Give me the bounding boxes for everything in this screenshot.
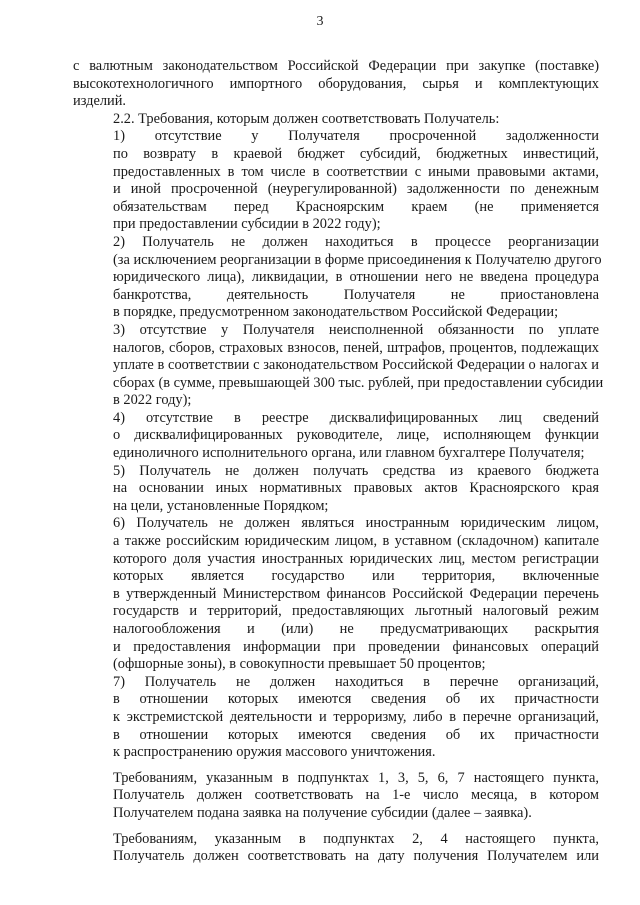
text-line: Требованиям, указанным в подпунктах 1, 3, 5, 6, 7 настоящего пункта, [113,769,599,786]
text-line: на основании иных нормативных правовых актов Красноярского края [113,480,599,497]
paragraph-item-2 [73,233,602,322]
text-line: Получатель должен соответствовать на 1-е число месяца, в котором [113,787,599,804]
text-line: в 2022 году); [113,392,192,409]
text-line: государств и территорий, предоставляющих льготный налоговый режим [113,603,599,620]
paragraph-item-4 [73,410,599,463]
document-body [73,58,604,866]
text-line: о дисквалифицированных руководителе, лице, исполняющем функции [113,427,599,444]
text-line: Получателем подана заявка на получение субсидии (далее – заявка). [113,804,532,821]
text-line: в отношении которых имеются сведения об их причастности [113,691,599,708]
page-number: 3 [316,14,324,29]
text-line: 4) отсутствие в реестре дисквалифицированных лиц сведений [113,409,599,426]
text-line: 1) отсутствие у Получателя просроченной задолженности [113,128,599,145]
text-line: и иной просроченной (неурегулированной) задолженности по денежным [113,181,599,198]
text-line: уплате в соответствии с законодательством Российской Федерации о налогах и [113,357,599,374]
text-line: 6) Получатель не должен являться иностранным юридическим лицом, [113,515,599,532]
text-line: а также российским юридическим лицом, в уставном (складочном) капитале [113,533,599,550]
text-line: к распространению оружия массового уничтожения. [113,744,436,761]
paragraph-item-6 [73,515,599,673]
text-line: 5) Получатель не должен получать средства из краевого бюджета [113,462,599,479]
paragraph-2-2 [73,111,599,129]
text-line: на цели, установленные Порядком; [113,497,329,514]
text-line: предоставленных в том числе в соответствии с иными правовыми актами, [113,163,599,180]
text-line: с валютным законодательством Российской Федерации при закупке (поставке) [73,58,599,74]
text-line: к экстремистской деятельности и терроризму, либо в перечне организаций, [113,708,599,725]
paragraph-req-1 [73,770,599,823]
text-line: и предоставления информации при проведении финансовых операций [113,638,599,655]
text-line: 2.2. Требования, которым должен соответствовать Получатель: [113,110,500,127]
text-line: единоличного исполнительного органа, или главном бухгалтере Получателя; [113,445,585,462]
text-line: 2) Получатель не должен находиться в процессе реорганизации [113,233,599,250]
paragraph-req-2 [73,831,599,866]
text-line: которых является государство или территория, включенные [113,568,599,585]
text-line: 3) отсутствие у Получателя неисполненной обязанности по уплате [113,321,599,338]
text-line: в утвержденный Министерством финансов Российской Федерации перечень [113,585,599,602]
paragraph-item-7 [73,674,599,762]
text-line: при предоставлении субсидии в 2022 году); [113,216,381,233]
text-line: обязательствам перед Красноярским краем (не применяется [113,198,599,215]
text-line: сборах (в сумме, превышающей 300 тыс. рублей, при предоставлении субсидии [113,374,604,391]
text-line: (офшорные зоны), в совокупности превышает 50 процентов; [113,656,486,673]
text-line: налогов, сборов, страховых взносов, пеней, штрафов, процентов, подлежащих [113,339,599,356]
text-line: изделий. [73,93,127,110]
paragraph-item-3 [73,321,604,410]
text-line: в отношении которых имеются сведения об их причастности [113,726,599,743]
text-line: 7) Получатель не должен находиться в перечне организаций, [113,673,599,690]
text-line: Получатель должен соответствовать на дату получения Получателем или [113,848,599,865]
text-line: которого доля участия иностранных юридических лиц, местом регистрации [113,550,599,567]
paragraph-intro [73,58,599,111]
text-line: Требованиям, указанным в подпунктах 2, 4 настоящего пункта, [113,830,599,847]
text-line: банкротства, деятельность Получателя не приостановлена [113,286,599,303]
text-line: по возврату в краевой бюджет субсидий, бюджетных инвестиций, [113,145,599,162]
paragraph-item-1 [73,128,599,234]
text-line: высокотехнологичного импортного оборудования, сырья и комплектующих [73,75,599,92]
text-line: (за исключением реорганизации в форме присоединения к Получателю другого [113,251,602,268]
text-line: в порядке, предусмотренном законодательством Российской Федерации; [113,304,559,321]
text-line: налогообложения и (или) не предусматривающих раскрытия [113,621,599,637]
paragraph-item-5 [73,463,599,516]
text-line: юридического лица), ликвидации, в отношении него не введена процедура [113,269,599,286]
